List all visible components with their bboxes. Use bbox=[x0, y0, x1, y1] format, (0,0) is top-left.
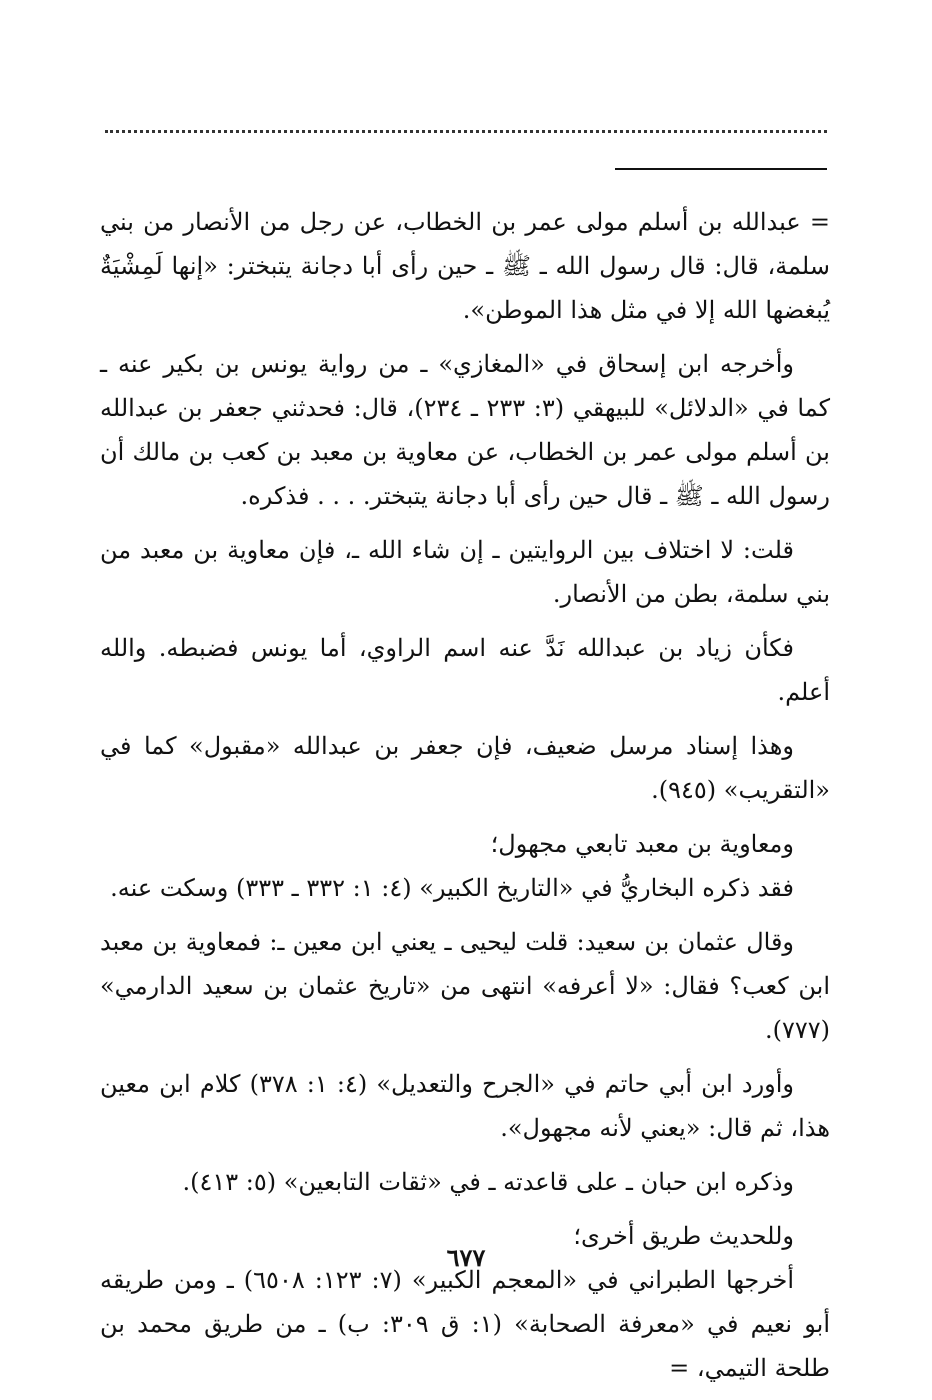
footnote-paragraph: ومعاوية بن معبد تابعي مجهول؛ bbox=[490, 830, 794, 858]
footnote-paragraph: قلت: لا اختلاف بين الروايتين ـ إن شاء الله ـ، فإن معاوية بن معبد من بني سلمة، بطن من الأنصار. bbox=[100, 536, 830, 608]
footnote-body bbox=[100, 200, 830, 1400]
footnote-paragraph: فقد ذكره البخاريُّ في «التاريخ الكبير» (٤: ١: ٣٣٢ ـ ٣٣٣) وسكت عنه. bbox=[110, 874, 794, 902]
page-number: ٦٧٧ bbox=[446, 1243, 486, 1272]
footnote-paragraph: وقال عثمان بن سعيد: قلت ليحيى ـ يعني ابن معين ـ: فمعاوية بن معبد ابن كعب؟ فقال: «لا أعرفه» انتهى من «تاريخ عثمان بن سعيد الدارمي» (٧٧٧). bbox=[100, 928, 830, 1044]
footnote-rule bbox=[615, 168, 827, 170]
footnote-paragraph: = عبدالله بن أسلم مولى عمر بن الخطاب، عن رجل من الأنصار من بني سلمة، قال: قال رسول الله ـ ﷺ ـ حين رأى أبا دجانة يتبختر: «إنها لَمِشْيَةٌ يُبغضها الله إلا في مثل هذا الموطن». bbox=[100, 208, 830, 324]
footnote-paragraph: وأخرجه ابن إسحاق في «المغازي» ـ من رواية يونس بن بكير عنه ـ كما في «الدلائل» للبيهقي (٣: ٢٣٣ ـ ٢٣٤)، قال: فحدثني جعفر بن عبدالله بن أسلم مولى عمر بن الخطاب، عن معاوية بن معبد بن كعب بن مالك أن رسول الله ـ ﷺ ـ قال حين رأى أبا دجانة يتبختر. . . . فذكره. bbox=[100, 350, 831, 510]
footnote-dotted-separator bbox=[105, 130, 827, 133]
footnote-paragraph: أخرجها الطبراني في «المعجم الكبير» (٧: ١٢٣: ٦٥٠٨) ـ ومن طريقه أبو نعيم في «معرفة الصحابة» (١: ق ٣٠٩: ب) ـ من طريق محمد بن طلحة التيمي، = bbox=[100, 1266, 831, 1382]
footnote-paragraph: وللحديث طريق أخرى؛ bbox=[573, 1222, 794, 1250]
footnote-paragraph: وذكره ابن حبان ـ على قاعدته ـ في «ثقات التابعين» (٥: ٤١٣). bbox=[182, 1168, 794, 1196]
footnote-paragraph: وأورد ابن أبي حاتم في «الجرح والتعديل» (٤: ١: ٣٧٨) كلام ابن معين هذا، ثم قال: «يعني لأنه مجهول». bbox=[100, 1070, 830, 1142]
footnote-paragraph: فكأن زياد بن عبدالله نَدَّ عنه اسم الراوي، أما يونس فضبطه. والله أعلم. bbox=[100, 634, 830, 706]
footnote-paragraph: وهذا إسناد مرسل ضعيف، فإن جعفر بن عبدالله «مقبول» كما في «التقريب» (٩٤٥). bbox=[100, 732, 830, 804]
